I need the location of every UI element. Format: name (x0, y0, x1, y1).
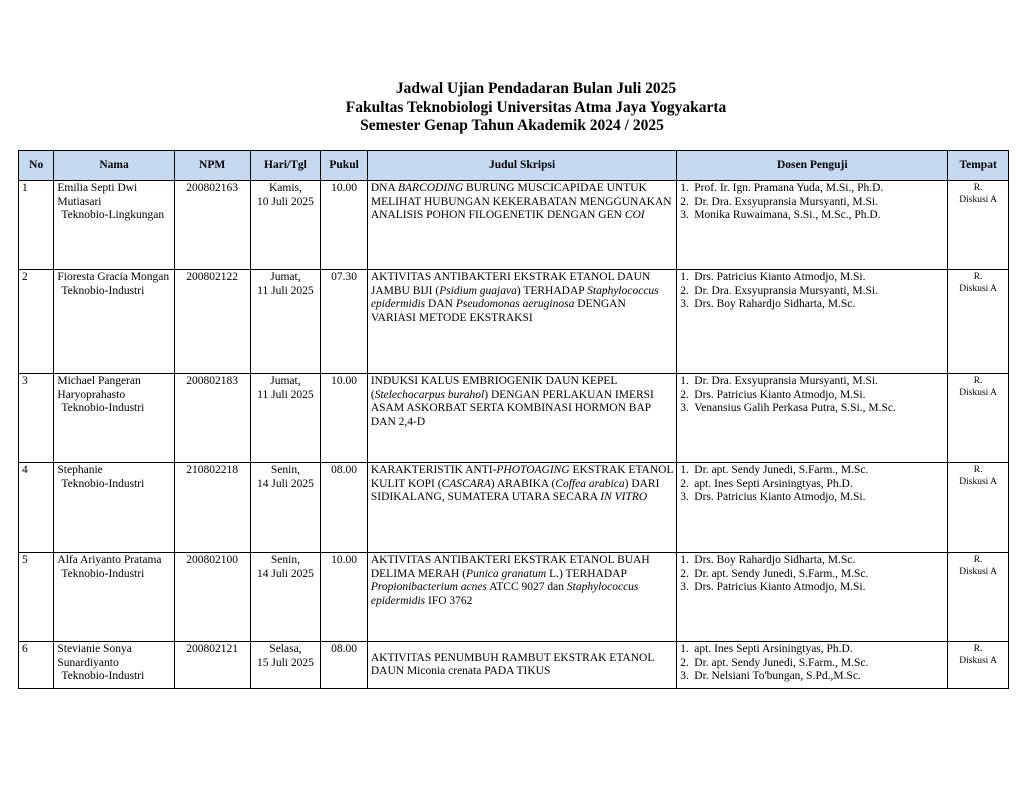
examiner-name: Dr. Dra. Exsyupransia Mursyanti, M.Si. (694, 195, 878, 208)
cell-nama (54, 181, 174, 270)
cell-npm: 210802218 (174, 463, 250, 553)
student-program: Teknobio-Industri (61, 567, 145, 580)
room-prefix: R. (973, 465, 983, 475)
examiner-item: 3. Dr. Nelsiani To'bungan, S.Pd.,M.Sc. (680, 670, 861, 682)
cell-tempat (948, 181, 1009, 270)
room-name: Diskusi A (959, 567, 998, 577)
exam-day: Jumat, (270, 271, 301, 283)
student-name: Stephanie (57, 464, 103, 476)
examiner-name: Venansius Galih Perkasa Putra, S.Si., M.Sc. (694, 402, 896, 414)
cell-nama (54, 374, 174, 463)
header-faculty: Fakultas Teknobiologi Universitas Atma Jaya Yogyakarta (345, 98, 727, 116)
exam-day: Senin, (270, 554, 300, 566)
cell-tempat (948, 463, 1009, 553)
examiner-item: 3. Monika Ruwaimana, S.Si., M.Sc., Ph.D. (680, 209, 881, 221)
header-semester: Semester Genap Tahun Akademik 2024 / 2025 (360, 117, 664, 134)
room-name: Diskusi A (959, 195, 998, 205)
examiner-item: 3. Drs. Patricius Kianto Atmodjo, M.Si. (680, 581, 866, 593)
cell-tempat (948, 642, 1009, 689)
cell-npm: 200802183 (174, 374, 250, 463)
room-prefix: R. (973, 272, 983, 282)
cell-dosen (677, 553, 948, 642)
exam-date: 14 Juli 2025 (257, 477, 314, 490)
exam-schedule-table (18, 150, 1009, 689)
student-name: Fioresta Gracia Mongan (57, 271, 170, 283)
cell-nama (54, 463, 174, 553)
cell-nama (54, 553, 174, 642)
table-header-row (19, 151, 1009, 181)
column-header-judul: Judul Skripsi (367, 151, 676, 181)
exam-day: Selasa, (269, 643, 302, 655)
cell-tempat (948, 270, 1009, 374)
thesis-title: KARAKTERISTIK ANTI-PHOTOAGING EKSTRAK ETANOL KULIT KOPI (CASCARA) ARABIKA (Coffea arabica) DARI SIDIKALANG, SUMATERA UTARA SECARA IN VITRO (370, 464, 674, 503)
examiner-item: 1. Dr. Dra. Exsyupransia Mursyanti, M.Si. (680, 375, 878, 387)
examiner-name: apt. Ines Septi Arsiningtyas, Ph.D. (694, 643, 853, 655)
student-program: Teknobio-Industri (61, 477, 145, 490)
examiner-item: 1. Dr. apt. Sendy Junedi, S.Farm., M.Sc. (680, 464, 869, 476)
column-header-npm: NPM (174, 151, 250, 181)
thesis-title: AKTIVITAS ANTIBAKTERI EKSTRAK ETANOL BUAH DELIMA MERAH (Punica granatum L.) TERHADAP Propionibacterium acnes ATCC 9027 dan Staphylococcus epidermidis IFO 3762 (370, 554, 650, 607)
cell-no: 6 (19, 642, 54, 689)
examiner-name: Dr. Dra. Exsyupransia Mursyanti, M.Si. (694, 375, 878, 387)
cell-dosen (677, 463, 948, 553)
examiner-item: 1. Drs. Patricius Kianto Atmodjo, M.Si. (680, 271, 866, 283)
examiner-name: Drs. Patricius Kianto Atmodjo, M.Si. (694, 271, 866, 283)
room-prefix: R. (973, 644, 983, 654)
thesis-title: AKTIVITAS ANTIBAKTERI EKSTRAK ETANOL DAUN JAMBU BIJI (Psidium guajava) TERHADAP Staphylococcus epidermidis DAN Pseudomonas aeruginosa DENGAN VARIASI METODE EKSTRAKSI (370, 271, 659, 324)
exam-date: 11 Juli 2025 (257, 388, 314, 401)
student-program: Teknobio-Lingkungan (61, 209, 165, 221)
examiner-item: 1. apt. Ines Septi Arsiningtyas, Ph.D. (680, 643, 853, 655)
column-header-pukul: Pukul (321, 151, 368, 181)
examiner-list (680, 271, 944, 312)
examiner-item: 2. Drs. Patricius Kianto Atmodjo, M.Si. (680, 388, 866, 401)
examiner-name: Monika Ruwaimana, S.Si., M.Sc., Ph.D. (694, 209, 881, 221)
cell-hari-tgl (250, 270, 321, 374)
table-row (19, 374, 1009, 463)
table-row (19, 463, 1009, 553)
cell-pukul: 08.00 (321, 642, 368, 689)
student-program: Teknobio-Industri (61, 284, 145, 297)
cell-pukul: 10.00 (321, 181, 368, 270)
cell-hari-tgl (250, 374, 321, 463)
examiner-name: Dr. apt. Sendy Junedi, S.Farm., M.Sc. (694, 464, 869, 476)
examiner-item: 3. Drs. Patricius Kianto Atmodjo, M.Si. (680, 491, 866, 503)
cell-pukul: 10.00 (321, 553, 368, 642)
exam-date: 11 Juli 2025 (257, 284, 314, 297)
cell-dosen (677, 181, 948, 270)
examiner-name: apt. Ines Septi Arsiningtyas, Ph.D. (694, 477, 853, 490)
cell-npm: 200802163 (174, 181, 250, 270)
cell-no: 5 (19, 553, 54, 642)
cell-tempat (948, 374, 1009, 463)
examiner-item: 2. Dr. apt. Sendy Junedi, S.Farm., M.Sc. (680, 656, 869, 669)
column-header-tempat: Tempat (948, 151, 1009, 181)
cell-judul (367, 553, 676, 642)
student-name: Emilia Septi Dwi Mutiasari (57, 182, 138, 208)
examiner-name: Prof. Ir. Ign. Pramana Yuda, M.Si., Ph.D. (694, 182, 884, 194)
cell-judul (367, 374, 676, 463)
examiner-name: Drs. Patricius Kianto Atmodjo, M.Si. (694, 388, 866, 401)
table-row (19, 181, 1009, 270)
cell-npm: 200802121 (174, 642, 250, 689)
room-prefix: R. (973, 376, 983, 386)
examiner-item: 2. apt. Ines Septi Arsiningtyas, Ph.D. (680, 477, 853, 490)
exam-day: Jumat, (270, 375, 301, 387)
student-program: Teknobio-Industri (61, 402, 145, 414)
room-name: Diskusi A (959, 656, 998, 666)
student-name: Michael Pangeran Haryoprahasto (57, 375, 141, 401)
student-name: Stevianie Sonya Sunardiyanto (57, 643, 132, 669)
thesis-title: INDUKSI KALUS EMBRIOGENIK DAUN KEPEL (Stelechocarpus burahol) DENGAN PERLAKUAN IMERSI ASAM ASKORBAT SERTA KOMBINASI HORMON BAP DAN 2,4-D (370, 375, 654, 428)
cell-no: 4 (19, 463, 54, 553)
examiner-name: Drs. Patricius Kianto Atmodjo, M.Si. (694, 581, 866, 593)
examiner-list (680, 643, 944, 684)
examiner-name: Drs. Boy Rahardjo Sidharta, M.Sc. (694, 554, 856, 566)
exam-day: Kamis, (268, 182, 302, 194)
cell-dosen (677, 374, 948, 463)
room-name: Diskusi A (959, 388, 998, 398)
room-name: Diskusi A (959, 477, 998, 487)
examiner-name: Dr. apt. Sendy Junedi, S.Farm., M.Sc. (694, 567, 869, 580)
examiner-name: Drs. Patricius Kianto Atmodjo, M.Si. (694, 491, 866, 503)
examiner-name: Dr. apt. Sendy Junedi, S.Farm., M.Sc. (694, 656, 869, 669)
header-title: Jadwal Ujian Pendadaran Bulan Juli 2025 (395, 80, 677, 97)
cell-no: 2 (19, 270, 54, 374)
cell-hari-tgl (250, 181, 321, 270)
examiner-item: 3. Drs. Boy Rahardjo Sidharta, M.Sc. (680, 298, 856, 310)
student-name: Alfa Ariyanto Pratama (57, 554, 162, 566)
cell-pukul: 08.00 (321, 463, 368, 553)
cell-hari-tgl (250, 642, 321, 689)
room-name: Diskusi A (959, 284, 998, 294)
cell-pukul: 07.30 (321, 270, 368, 374)
thesis-title: AKTIVITAS PENUMBUH RAMBUT EKSTRAK ETANOL DAUN Miconia crenata PADA TIKUS (370, 651, 654, 677)
table-row (19, 642, 1009, 689)
column-header-hari: Hari/Tgl (250, 151, 321, 181)
room-prefix: R. (973, 183, 983, 193)
exam-day: Senin, (270, 464, 300, 476)
examiner-name: Dr. Nelsiani To'bungan, S.Pd.,M.Sc. (694, 670, 861, 682)
cell-no: 1 (19, 181, 54, 270)
examiner-list (680, 182, 944, 223)
examiner-list (680, 554, 944, 595)
examiner-item: 2. Dr. apt. Sendy Junedi, S.Farm., M.Sc. (680, 567, 869, 580)
cell-hari-tgl (250, 463, 321, 553)
cell-hari-tgl (250, 553, 321, 642)
cell-no: 3 (19, 374, 54, 463)
cell-nama (54, 642, 174, 689)
examiner-item: 1. Prof. Ir. Ign. Pramana Yuda, M.Si., Ph.D. (680, 182, 884, 194)
exam-date: 14 Juli 2025 (257, 567, 314, 580)
examiner-name: Dr. Dra. Exsyupransia Mursyanti, M.Si. (694, 284, 878, 297)
examiner-item: 3. Venansius Galih Perkasa Putra, S.Si., M.Sc. (680, 402, 896, 414)
table-row (19, 553, 1009, 642)
examiner-item: 2. Dr. Dra. Exsyupransia Mursyanti, M.Si. (680, 195, 878, 208)
examiner-list (680, 375, 944, 416)
column-header-no: No (19, 151, 54, 181)
document-header (0, 80, 1024, 136)
cell-tempat (948, 553, 1009, 642)
examiner-item: 1. Drs. Boy Rahardjo Sidharta, M.Sc. (680, 554, 856, 566)
cell-dosen (677, 642, 948, 689)
table-row (19, 270, 1009, 374)
cell-judul (367, 642, 676, 689)
examiner-name: Drs. Boy Rahardjo Sidharta, M.Sc. (694, 298, 856, 310)
examiner-list (680, 464, 944, 505)
cell-npm: 200802100 (174, 553, 250, 642)
cell-nama (54, 270, 174, 374)
cell-pukul: 10.00 (321, 374, 368, 463)
cell-judul (367, 463, 676, 553)
room-prefix: R. (973, 555, 983, 565)
thesis-title: DNA BARCODING BURUNG MUSCICAPIDAE UNTUK MELIHAT HUBUNGAN KEKERABATAN MENGGUNAKAN ANALISIS POHON FILOGENETIK DENGAN GEN COI (370, 182, 672, 221)
column-header-dosen: Dosen Penguji (677, 151, 948, 181)
student-program: Teknobio-Industri (61, 670, 145, 682)
exam-date: 15 Juli 2025 (257, 656, 314, 669)
column-header-nama: Nama (54, 151, 174, 181)
cell-judul (367, 270, 676, 374)
cell-dosen (677, 270, 948, 374)
exam-date: 10 Juli 2025 (257, 195, 314, 208)
examiner-item: 2. Dr. Dra. Exsyupransia Mursyanti, M.Si. (680, 284, 878, 297)
cell-npm: 200802122 (174, 270, 250, 374)
cell-judul (367, 181, 676, 270)
